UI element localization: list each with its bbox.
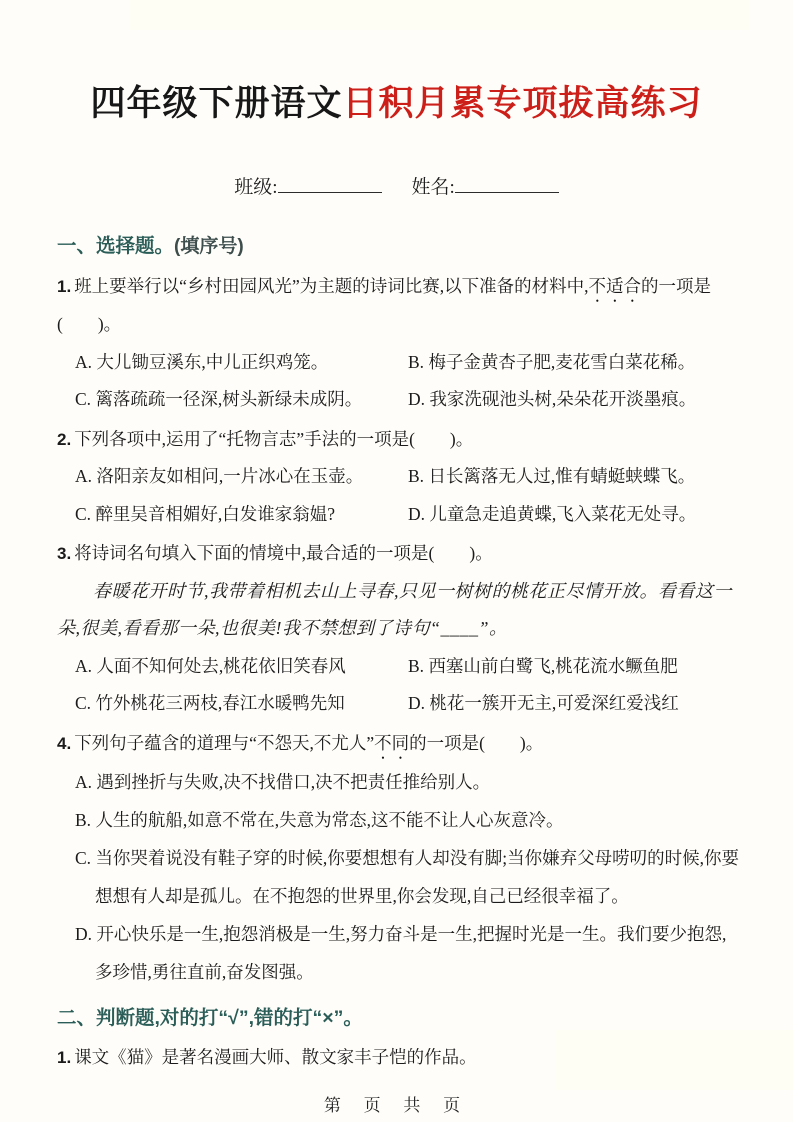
option-c xyxy=(57,496,390,534)
section2-heading-text: 二、判断题,对的打“√”,错的打“×”。 xyxy=(57,1006,363,1029)
question-1-emphasized-text: 不适合 xyxy=(588,276,641,297)
page-footer: 第 页 共 页 xyxy=(323,1096,470,1115)
question-1 xyxy=(57,268,743,419)
question-1-number: 1. xyxy=(57,277,72,297)
title-topic-part: 日积月累专项拔高练习 xyxy=(342,84,703,123)
class-label: 班级: xyxy=(234,177,278,199)
option-a-text: 遇到挫折与失败,决不找借口,决不把责任推给别人。 xyxy=(96,771,491,792)
name-blank xyxy=(455,173,559,193)
section1-heading-note: (填序号) xyxy=(174,236,244,258)
option-a xyxy=(57,458,390,496)
question-4-number: 4. xyxy=(57,733,72,753)
option-c-label: C. xyxy=(75,389,92,410)
section1-heading-text: 一、选择题。 xyxy=(57,235,175,258)
section1-heading xyxy=(57,227,743,266)
option-b-text: 人生的航船,如意不常在,失意为常态,这不能不让人心灰意冷。 xyxy=(95,809,564,830)
option-a-text: 洛阳亲友如相问,一片冰心在玉壶。 xyxy=(96,466,364,487)
question-1-stem xyxy=(57,268,743,344)
question-4 xyxy=(57,725,743,991)
option-c xyxy=(57,685,390,723)
option-b xyxy=(390,648,743,686)
question-4-stem-tail: 的一项是( )。 xyxy=(409,732,544,753)
option-b-text: 日长篱落无人过,惟有蜻蜓蛱蝶飞。 xyxy=(428,466,696,487)
option-d-text: 儿童急走追黄蝶,飞入菜花无处寻。 xyxy=(429,503,697,524)
scan-artifact xyxy=(555,1030,793,1090)
option-c-text: 当你哭着说没有鞋子穿的时候,你要想想有人却没有脚;当你嫌弃父母唠叨的时候,你要想想有人却是孤儿。在不抱怨的世界里,你会发现,自己已经很幸福了。 xyxy=(95,847,740,906)
option-b-label: B. xyxy=(408,351,425,372)
option-d-label: D. xyxy=(75,923,93,944)
option-a-text: 大儿锄豆溪东,中儿正织鸡笼。 xyxy=(96,351,329,372)
question-1-stem-tail: 的一项是( )。 xyxy=(57,276,711,335)
option-c-text: 醉里吴音相媚好,白发谁家翁媪? xyxy=(95,503,336,524)
option-d-text: 开心快乐是一生,抱怨消极是一生,努力奋斗是一生,把握时光是一生。我们要少抱怨,多珍惜,勇往直前,奋发图强。 xyxy=(95,923,727,982)
option-d-text: 我家洗砚池头树,朵朵花开淡墨痕。 xyxy=(429,389,697,410)
option-b-label: B. xyxy=(75,809,92,830)
question-1-options xyxy=(57,344,743,419)
question-2 xyxy=(57,421,743,534)
option-a-label: A. xyxy=(75,466,93,487)
title-grade-part: 四年级下册语文 xyxy=(90,84,343,123)
question-2-options xyxy=(57,458,743,533)
name-label: 姓名: xyxy=(411,177,455,199)
scan-artifact xyxy=(130,0,750,30)
question-3-stem-text: 将诗词名句填入下面的情境中,最合适的一项是( )。 xyxy=(74,543,493,564)
option-a xyxy=(57,648,390,686)
option-b xyxy=(57,801,743,839)
option-b-text: 梅子金黄杏子肥,麦花雪白菜花稀。 xyxy=(428,351,696,372)
option-a-label: A. xyxy=(75,655,93,676)
option-d-label: D. xyxy=(408,389,426,410)
question-3 xyxy=(57,535,743,723)
name-group xyxy=(412,177,559,198)
option-d-label: D. xyxy=(408,503,426,524)
question-3-number: 3. xyxy=(57,544,72,564)
option-c-text: 篱落疏疏一径深,树头新绿未成阴。 xyxy=(95,389,363,410)
question-2-stem xyxy=(57,421,743,459)
question-3-stem xyxy=(57,535,743,573)
question-3-passage: 春暖花开时节,我带着相机去山上寻春,只见一树树的桃花正尽情开放。看看这一朵,很美,看看那一朵,也很美!我不禁想到了诗句“____”。 xyxy=(57,580,732,639)
option-d xyxy=(57,915,743,991)
option-a xyxy=(57,344,390,382)
question-4-stem xyxy=(57,725,743,763)
option-d-label: D. xyxy=(408,693,426,714)
option-d-text: 桃花一簇开无主,可爱深红爱浅红 xyxy=(429,693,679,714)
question-4-stem-text: 下列句子蕴含的道理与“不怨天,不尤人” xyxy=(74,732,375,753)
class-group xyxy=(234,177,381,198)
judgement-question-1-number: 1. xyxy=(57,1047,72,1067)
option-c xyxy=(57,381,390,419)
option-b-label: B. xyxy=(408,466,425,487)
option-d xyxy=(390,381,743,419)
option-d xyxy=(390,496,743,534)
option-c-label: C. xyxy=(75,847,92,868)
question-4-emphasized-text: 不同 xyxy=(374,732,410,753)
judgement-question-1-text-wrap xyxy=(57,1039,477,1077)
option-d xyxy=(390,685,743,723)
option-c-label: C. xyxy=(75,693,92,714)
question-2-stem-text: 下列各项中,运用了“托物言志”手法的一项是( )。 xyxy=(74,428,474,449)
option-b-label: B. xyxy=(408,655,425,676)
question-1-stem-text: 班上要举行以“乡村田园风光”为主题的诗词比赛,以下准备的材料中, xyxy=(74,276,589,297)
option-b-text: 西塞山前白鹭飞,桃花流水鳜鱼肥 xyxy=(428,655,678,676)
option-a-label: A. xyxy=(75,771,93,792)
judgement-question-1-text: 课文《猫》是著名漫画大师、散文家丰子恺的作品。 xyxy=(74,1046,477,1067)
option-c-text: 竹外桃花三两枝,春江水暖鸭先知 xyxy=(95,693,345,714)
student-info-line xyxy=(0,173,793,203)
option-a-label: A. xyxy=(75,351,93,372)
option-a-text: 人面不知何处去,桃花依旧笑春风 xyxy=(96,655,346,676)
option-a xyxy=(57,763,743,801)
option-c-label: C. xyxy=(75,503,92,524)
question-2-number: 2. xyxy=(57,429,72,449)
worksheet-body xyxy=(0,203,793,1076)
question-3-options xyxy=(57,648,743,723)
class-blank xyxy=(278,173,382,193)
option-b xyxy=(390,458,743,496)
option-b xyxy=(390,344,743,382)
option-c xyxy=(57,839,743,915)
